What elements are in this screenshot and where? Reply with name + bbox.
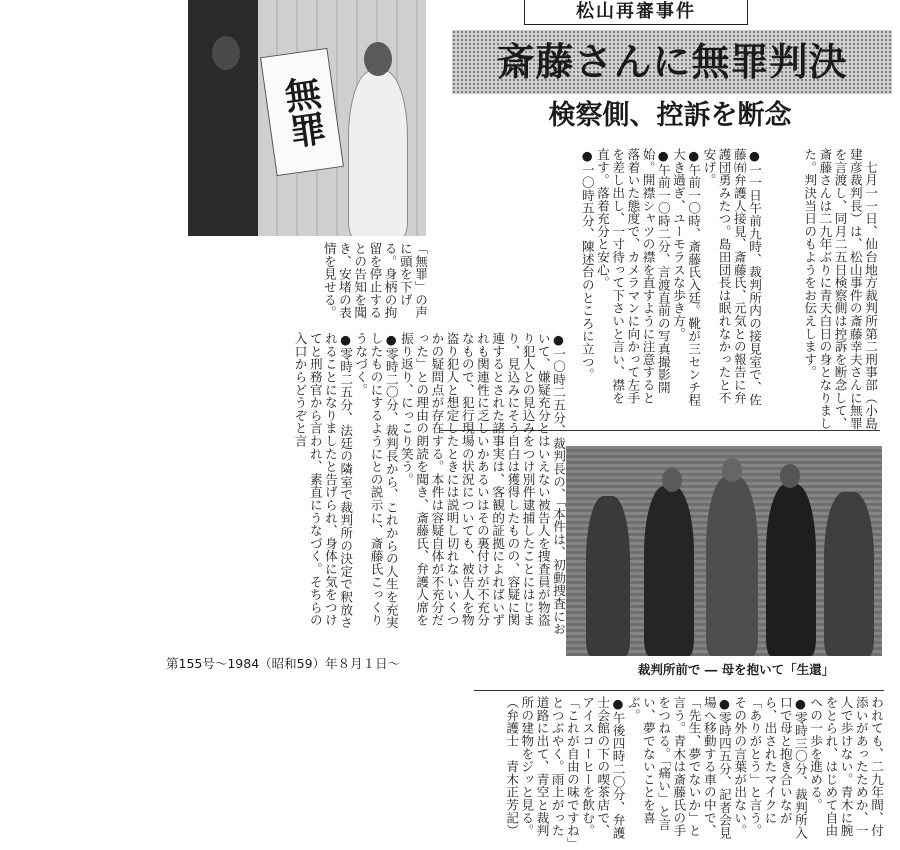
man-left xyxy=(200,60,254,236)
man-right-head xyxy=(364,42,392,76)
subhead: 検察側、控訴を断念 xyxy=(548,100,792,131)
muzai-sign: 無罪 xyxy=(260,48,344,176)
body-upper-2: 「無罪」の声に頭を下げる。身柄の拘留を停止するとの告知を聞き、安堵の表情を見せる。 xyxy=(321,242,428,319)
crowd-person-1 xyxy=(586,496,630,656)
man-left-head xyxy=(212,36,240,70)
lead-paragraph: 七月一一日、仙台地方裁判所第二刑事部（小島建彦裁判長）は、松山事件の斎藤幸夫さんに無罪を言渡し、同月二五日検察側は控訴を断念して、斎藤さんは二九年ぶりに青天白日の身となりました。判決当日のもようをお伝えします。 xyxy=(802,148,878,430)
crowd-head-1 xyxy=(662,468,682,492)
lower-rule xyxy=(474,690,884,691)
kicker: 松山再審事件 xyxy=(524,0,748,25)
crowd-person-3 xyxy=(706,476,758,656)
crowd-person-4 xyxy=(766,484,816,656)
crowd-head-2 xyxy=(722,458,742,482)
headline: 斎藤さんに無罪判決 xyxy=(452,30,892,94)
issue-footer: 第155号〜1984（昭和59）年８月１日〜 xyxy=(166,656,401,671)
crowd-person-5 xyxy=(824,492,874,656)
crowd-person-2 xyxy=(644,486,694,656)
crowd-head-3 xyxy=(780,464,800,488)
body-lower: われても、二九年間、付添いがあったためか、一人で歩けない。青木に腕をとられ、はじめて自由への一歩を進める。 ●零時三〇分、裁判所入口で母と抱き合いながら、出されたマイクに「ありがとう」と言う。その外の言葉が出ない。 ●零時四五分、記者会見場へ移動する車の中で、「先生、夢でないか」と言う。青木は斎藤氏の手をつねる。「痛い」と言い、夢でないことを喜ぶ。 ●午後四時二〇分、弁護士会館の下の喫茶店で、アイスコーヒーを飲む。「これが自由の味ですね」とつぶやく。雨上がった道路に出て、青空と裁判所の建物をジッと見る。 （弁護士 青木正芳記） xyxy=(504,696,884,844)
body-middle: ●一〇時二五分、裁判長の、「本件は、初動捜査において、嫌疑充分とはいえない被告人を捜査員が物盗り犯人との見込みをつけ別件逮捕したことにはじまり、見込みにそう自白は獲得したものの、容疑に関連するとされた諸事実は、客観的証拠によればいずれも関連性に乏しいかあるいはその裏付けが不充分なもので、犯行現場の状況についても、被告人を物盗り犯人と想定したときには説明し切れないいくつかの疑問点が存在する。本件は容疑自体が不充分だった」との理由の朗読を聞き、斎藤氏、弁護人席を振り返り、にっこり笑う。 ●零時二〇分、裁判長から、これからの人生を充実したものにするようにとの説示に、斎藤氏こっくりうなづく。 ●零時二五分、法廷の隣室で裁判所の決定で釈放されることになりましたと告げられ、身体に気をつけてと刑務官から言われ、素直にうなづく。そちらの入口からどうぞと言 xyxy=(292,332,566,636)
photo-caption: 裁判所前で ― 母を抱いて「生還」 xyxy=(637,662,835,677)
photo-crowd xyxy=(566,446,882,656)
photo-verdict-sign xyxy=(188,0,426,236)
body-upper-1: ●一一日午前九時、裁判所内の接見室で、佐藤㈲弁護人接見、斎藤氏、元気との報告に弁護団勇みたつ。島田団長は眠れなかったと不安げ。 ●午前一〇時、斎藤氏入廷。靴が三センチ程大き過ぎ、ユーモラスな歩き方。 ●午前一〇時二分、言渡直前の写真撮影開始。開襟シャツの襟を直すように注意すると落着いた態度で、カメラマンに向かって左手を差し出し、一寸待って下さいと言い、襟を直す。落着充分と安心。 ●一〇時五分、陳述台のところに立つ。 xyxy=(579,148,762,407)
man-right xyxy=(348,70,408,236)
